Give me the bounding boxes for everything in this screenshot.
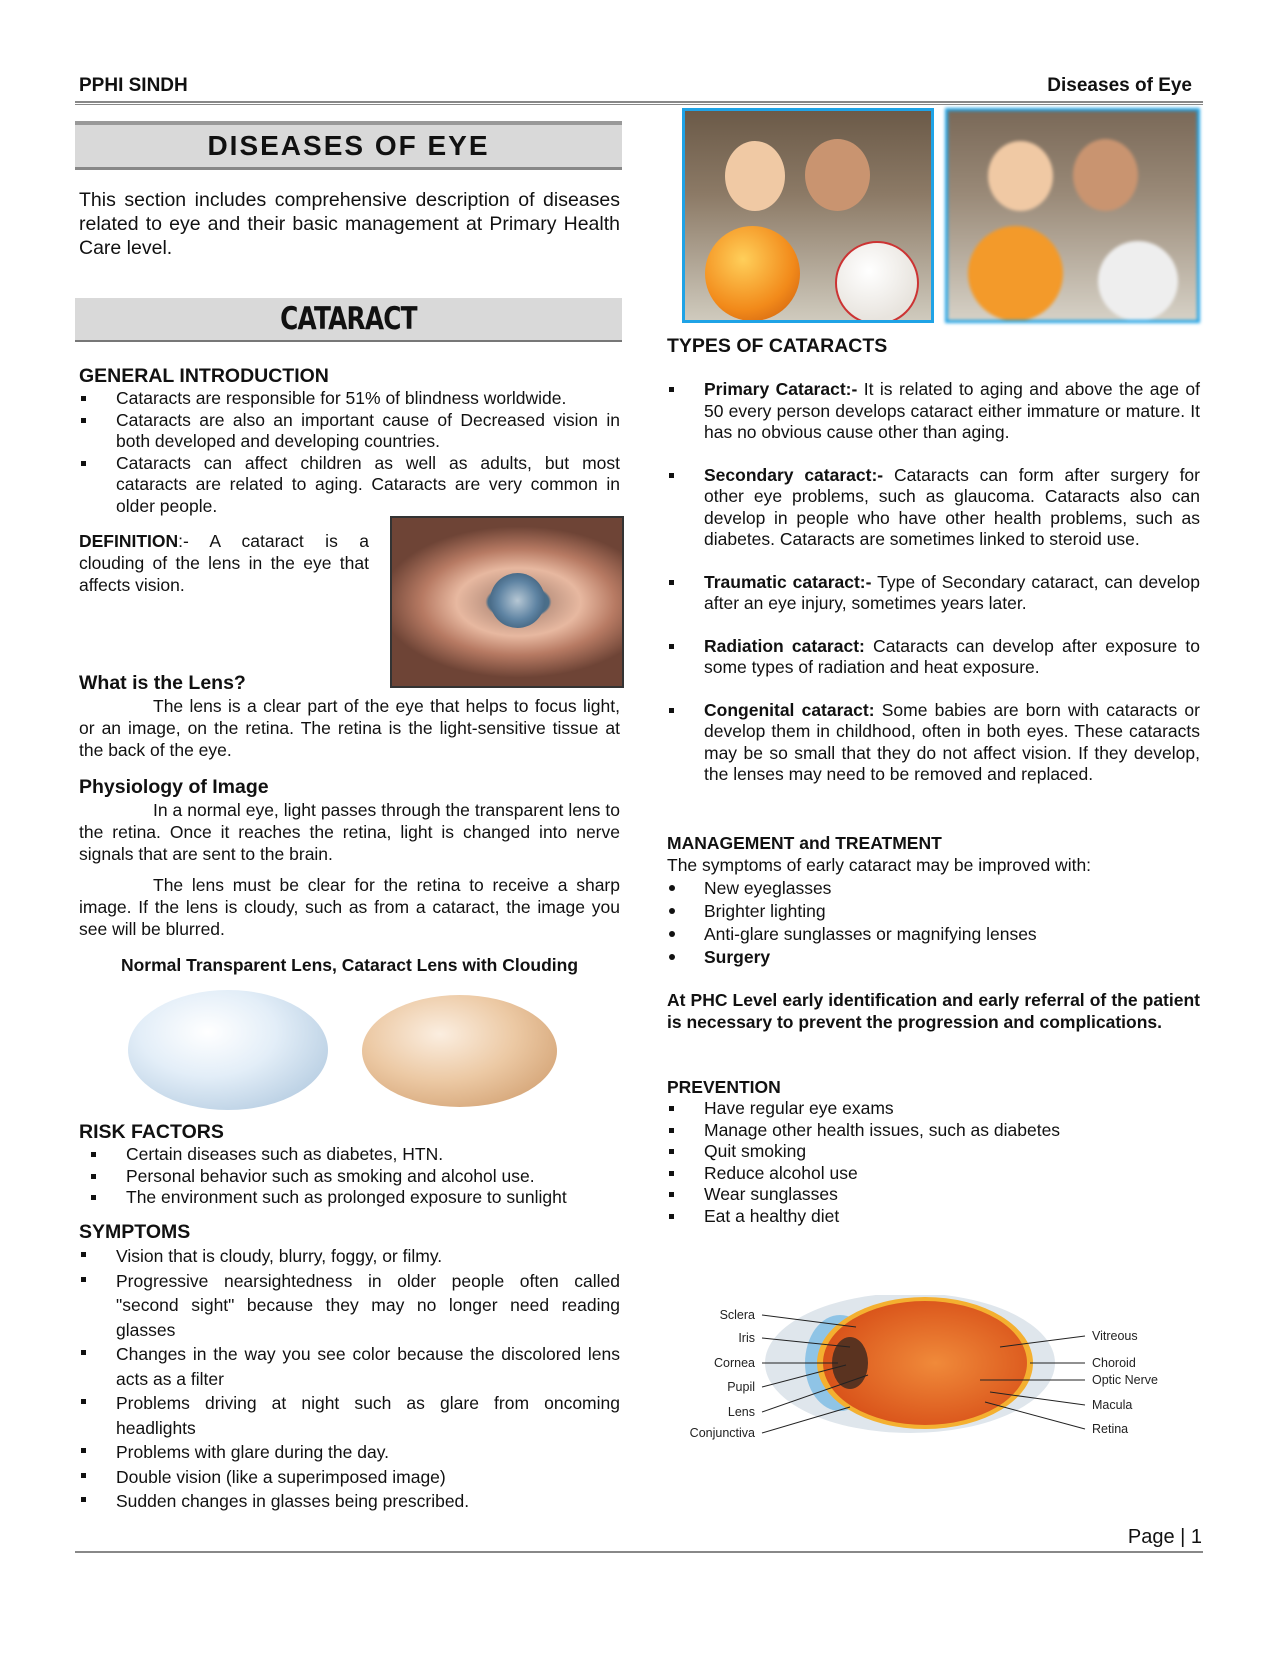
label-cornea: Cornea (714, 1356, 755, 1370)
page-number: Page | 1 (1127, 1526, 1202, 1548)
list-item: Have regular eye exams (667, 1098, 1200, 1120)
list-item: New eyeglasses (667, 877, 1200, 900)
normal-lens-image (128, 990, 328, 1110)
label-retina: Retina (1092, 1422, 1129, 1436)
label-sclera: Sclera (719, 1308, 755, 1322)
children-photo-blurred (945, 108, 1200, 323)
definition-label: DEFINITION (79, 531, 179, 551)
physiology-paragraph-2: The lens must be clear for the retina to receive a sharp image. If the lens is cloudy, such as from a cataract, the image you see will be blurred. (79, 875, 620, 939)
label-optic-nerve: Optic Nerve (1092, 1373, 1158, 1387)
risk-factors (79, 1121, 620, 1209)
list-item: Double vision (like a superimposed image) (79, 1465, 620, 1490)
list-item (667, 465, 1200, 551)
list-item: Sudden changes in glasses being prescribed. (79, 1489, 620, 1514)
list-item (667, 572, 1200, 615)
list-item: Problems with glare during the day. (79, 1440, 620, 1465)
list-item: Anti-glare sunglasses or magnifying lenses (667, 923, 1200, 946)
definition (79, 530, 369, 596)
cataract-lens-image (362, 995, 557, 1107)
definition: Cataracts can form after surgery for other eye problems, such as glaucoma. Cataracts also can develop in people who have other health problems, such as diabetes. Cataracts are sometimes linked to steroid use. (704, 464, 1200, 549)
list-item: Eat a healthy diet (667, 1206, 1200, 1228)
eye-anatomy-diagram (660, 1295, 1180, 1465)
lens-text: The lens is a clear part of the eye that helps to focus light, or an image, on the retina. The retina is the light-sensitive tissue at the back of the eye. (79, 696, 620, 760)
list-item: Cataracts are responsible for 51% of blindness worldwide. (79, 388, 620, 410)
general-introduction (79, 365, 620, 517)
list-item: Wear sunglasses (667, 1184, 1200, 1206)
term: Radiation cataract: (704, 635, 865, 656)
management-lead: The symptoms of early cataract may be improved with: (667, 855, 1092, 875)
types-of-cataracts (667, 335, 1200, 807)
header-rule (75, 101, 1203, 105)
physiology-heading: Physiology of Image (79, 776, 269, 798)
physiology-paragraph-1: In a normal eye, light passes through the transparent lens to the retina. Once it reaches the retina, light is changed into nerve signals that are sent to the brain. (79, 800, 620, 864)
label-conjunctiva: Conjunctiva (689, 1426, 755, 1440)
lens-section (79, 672, 620, 761)
cataract-eye-photo (390, 516, 624, 688)
label-vitreous: Vitreous (1092, 1329, 1138, 1343)
general-heading: GENERAL INTRODUCTION (79, 365, 329, 387)
header-left: PPHI SINDH (79, 75, 188, 96)
page-title: DISEASES OF EYE (75, 121, 622, 170)
definition-text: :- A cataract is a clouding of the lens in the eye that affects vision. (79, 531, 369, 595)
list-item: Cataracts are also an important cause of Decreased vision in both developed and developing countries. (79, 410, 620, 453)
list-item: Problems driving at night such as glare from oncoming headlights (79, 1391, 620, 1440)
label-lens: Lens (727, 1405, 755, 1419)
definition: It is related to aging and above the age of 50 every person develops cataract either immature or mature. It has no obvious cause other than aging. (704, 379, 1200, 442)
lens-heading: What is the Lens? (79, 672, 246, 694)
symptoms-heading: SYMPTOMS (79, 1221, 191, 1243)
section-title (75, 298, 622, 342)
prevention-heading: PREVENTION (667, 1077, 781, 1097)
list-item: Vision that is cloudy, blurry, foggy, or filmy. (79, 1244, 620, 1269)
label-pupil: Pupil (727, 1380, 755, 1394)
list-item: Quit smoking (667, 1141, 1200, 1163)
children-photo-clear (682, 108, 934, 323)
section-title-text: CATARACT (280, 301, 417, 337)
list-item (667, 700, 1200, 786)
intro-text: This section includes comprehensive description of diseases related to eye and their basic management at Primary Health Care level. (79, 189, 620, 259)
header-right: Diseases of Eye (1047, 75, 1192, 96)
list-item: Progressive nearsightedness in older people often called "second sight" because they may no longer need reading glasses (79, 1269, 620, 1343)
list-item (667, 379, 1200, 444)
list-item: The environment such as prolonged exposure to sunlight (89, 1187, 620, 1209)
term: Primary Cataract:- (704, 379, 858, 399)
definition: Type of Secondary cataract, can develop after an eye injury, sometimes years later. (704, 571, 1200, 613)
management (667, 833, 1200, 1033)
term: Congenital cataract: (704, 699, 875, 720)
list-item: Cataracts can affect children as well as adults, but most cataracts are related to aging. Cataracts are very common in older people. (79, 453, 620, 518)
list-item: Changes in the way you see color because the discolored lens acts as a filter (79, 1342, 620, 1391)
lens-caption: Normal Transparent Lens, Cataract Lens with Clouding (120, 955, 579, 975)
list-item: Reduce alcohol use (667, 1163, 1200, 1185)
list-item: Manage other health issues, such as diabetes (667, 1120, 1200, 1142)
physiology-section (79, 776, 620, 940)
list-item: Brighter lighting (667, 900, 1200, 923)
label-iris: Iris (738, 1331, 755, 1345)
footer-rule (75, 1551, 1203, 1553)
label-macula: Macula (1092, 1398, 1133, 1412)
definition: Some babies are born with cataracts or develop them in childhood, often in both eyes. These cataracts may be so small that they do not affect vision. If they develop, the lenses may need to be removed and replaced. (704, 699, 1200, 784)
list-item: Surgery (667, 946, 1200, 969)
management-heading: MANAGEMENT and TREATMENT (667, 833, 942, 853)
list-item (667, 636, 1200, 679)
term: Secondary cataract:- (704, 464, 884, 485)
prevention (667, 1077, 1200, 1227)
phc-note: At PHC Level early identification and early referral of the patient is necessary to prevent the progression and complications. (667, 990, 1200, 1032)
list-item: Certain diseases such as diabetes, HTN. (89, 1144, 620, 1166)
symptoms (79, 1221, 620, 1514)
types-heading: TYPES OF CATARACTS (667, 335, 888, 357)
risk-heading: RISK FACTORS (79, 1121, 224, 1143)
term: Traumatic cataract:- (704, 571, 872, 592)
list-item: Personal behavior such as smoking and alcohol use. (89, 1166, 620, 1188)
label-choroid: Choroid (1092, 1356, 1136, 1370)
definition: Cataracts can develop after exposure to some types of radiation and heat exposure. (704, 635, 1200, 677)
